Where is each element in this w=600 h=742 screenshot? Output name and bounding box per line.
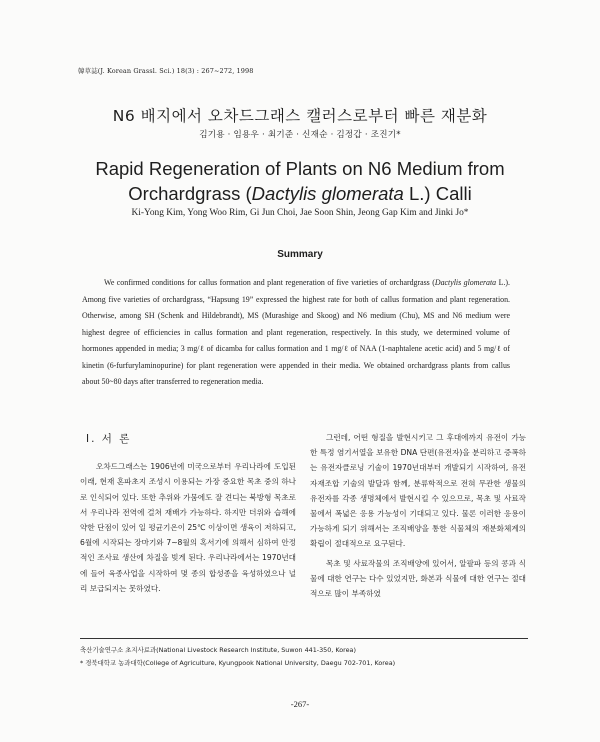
intro-paragraph-1: 오차드그래스는 1906년에 미국으로부터 우리나라에 도입된 이래, 현재 혼파초지 조성시 이용되는 가장 중요한 목초 중의 하나로 인식되어 있다. 또한 추위와 가뭄에도 잘 견디는 북방형 목초로서 우리나라 전역에 걸쳐 재배가 가능하다. 하지만 더위와 습해에 약한 단점이 있어 일 평균기온이 25℃ 이상이면 생육이 저하되고, 6월에 시작되는 장마기와 7~8월의 혹서기에 의해서 심하여 안정적인 조사료 생산에 차질을 빚게 된다. 우리나라에서는 1970년대에 들어 육종사업을 시작하여 몇 종의 합성종을 육성하였으나 널리 보급되지는 못하였다. — [80, 462, 296, 593]
english-title-line1: Rapid Regeneration of Plants on N6 Medium from — [95, 158, 505, 179]
english-title — [0, 156, 600, 206]
journal-reference: 韓草誌(J. Korean Grassl. Sci.) 18(3) : 267~272, 1998 — [78, 67, 254, 75]
intro-paragraph-3: 목초 및 사료작물의 조직배양에 있어서, 알팔파 등의 콩과 식물에 대한 연구는 다수 있었지만, 화본과 식물에 대한 연구는 절대적으로 많이 부족하였 — [310, 558, 526, 599]
footnotes — [80, 644, 530, 670]
korean-authors: 김기용 · 임용우 · 최기준 · 신재순 · 김정갑 · 조진기* — [199, 130, 401, 140]
english-authors: Ki-Yong Kim, Yong Woo Rim, Gi Jun Choi, Jae Soon Shin, Jeong Gap Kim and Jinki Jo* — [131, 208, 469, 218]
summary-text-pre: We confirmed conditions for callus formation and plant regeneration of five varieties of orchardgrass ( — [104, 278, 435, 287]
english-title-species: Dactylis glomerata — [251, 183, 404, 204]
left-column — [80, 430, 296, 600]
summary-species: Dactylis glomerata — [434, 278, 497, 287]
summary-text — [82, 275, 510, 391]
intro-paragraph-2: 그런데, 어떤 형질을 발현시키고 그 후대에까지 유전이 가능한 특정 염기서열을 보유한 DNA 단편(유전자)을 분리하고 증폭하는 유전자클로닝 기술이 1970년대부터 개발되기 시작하여, 유전자재조합 기술의 발달과 함께, 분류학적으로 전혀 무관한 생물의 유전자를 각종 생명체에서 발현시킬 수 있으므로, 목초 및 사료작물에서 폭넓은 응용 가능성이 기대되고 있다. 물론 이러한 응용이 가능하게 되기 위해서는 조직배양을 통한 식물체의 재분화체계의 확립이 절대적으로 요구된다. — [310, 433, 526, 549]
korean-title: N6 배지에서 오차드그래스 캘러스로부터 빠른 재분화 — [112, 107, 488, 125]
english-title-post: L.) Calli — [403, 183, 472, 204]
page-number: -267- — [290, 699, 310, 709]
english-title-line2 — [0, 181, 600, 206]
right-column — [310, 430, 526, 605]
summary-heading: Summary — [277, 249, 323, 260]
english-title-pre: Orchardgrass ( — [128, 183, 252, 204]
footnote-affiliation-2: * 경북대학교 농과대학(College of Agriculture, Kyungpook National University, Daegu 702-701, Korea) — [80, 659, 396, 667]
summary-text-post: L.). Among five varieties of orchardgrass, “Hapsung 19” expressed the highest rate for both of callus formation and plant regeneration. Otherwise, among SH (Schenk and Hildebrandt), MS (Murashige and Skoog) and N6 medium (Chu), MS and N6 medium were highest degree of efficiencies in callus formation and plant regeneration, respectively. In this study, we determined volume of hormones appended in media; 3 mg/ℓ of dicamba for callus formation and 1 mg/ℓ of NAA (1-naphtalene acetic acid) and 5 mg/ℓ of kinetin (6-furfurylaminopurine) for plant regeneration were appended in their media. We obtained orchardgrass plants from callus about 50~80 days after transferred to regeneration media. — [82, 278, 510, 386]
footnote-affiliation-1: 축산기술연구소 초지사료과(National Livestock Research Institute, Suwon 441-350, Korea) — [80, 646, 356, 654]
section-heading-introduction: Ⅰ. 서 론 — [86, 433, 132, 445]
footnote-divider — [80, 638, 528, 639]
